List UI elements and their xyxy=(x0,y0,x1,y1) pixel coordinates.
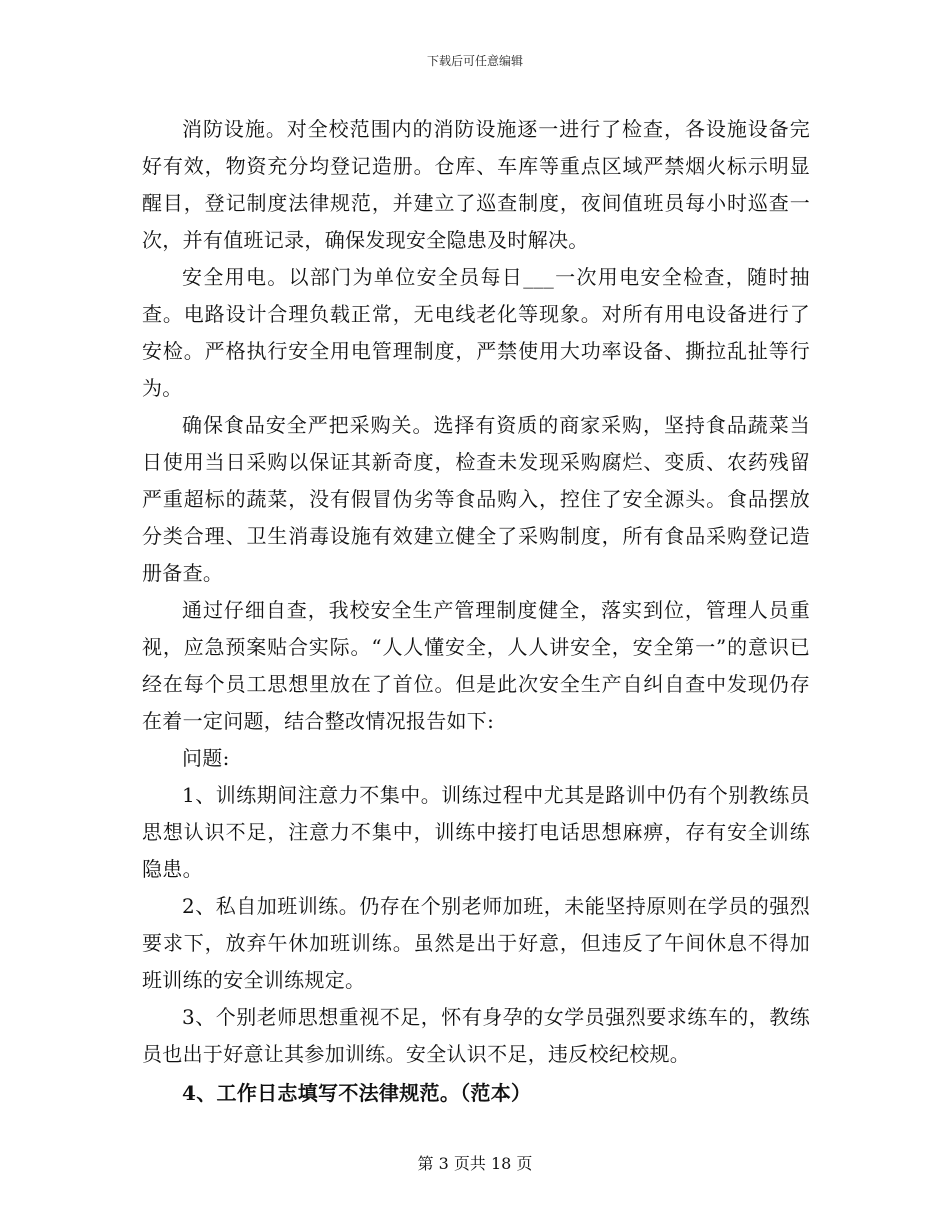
paragraph-food-safety: 确保食品安全严把采购关。选择有资质的商家采购，坚持食品蔬菜当日使用当日采购以保证其新奇度，检查未发现采购腐烂、变质、农药残留严重超标的蔬菜，没有假冒伪劣等食品购入，控住了安全源头。食品摆放分类合理、卫生消毒设施有效建立健全了采购制度，所有食品采购登记造册备查。 xyxy=(142,413,810,585)
paragraph-problem-2: 2、私自加班训练。仍存在个别老师加班，未能坚持原则在学员的强烈要求下，放弃午休加班训练。虽然是出于好意，但违反了午间休息不得加班训练的安全训练规定。 xyxy=(142,894,810,992)
paragraph-problem-4: 4、工作日志填写不法律规范。（范本） xyxy=(182,1081,532,1105)
paragraph-fire-facilities: 消防设施。对全校范围内的消防设施逐一进行了检查，各设施设备完好有效，物资充分均登记造册。仓库、车库等重点区域严禁烟火标示明显醒目，登记制度法律规范，并建立了巡查制度，夜间值班员每小时巡查一次，并有值班记录，确保发现安全隐患及时解决。 xyxy=(142,117,810,252)
paragraph-self-inspection-summary: 通过仔细自查，我校安全生产管理制度健全，落实到位，管理人员重视，应急预案贴合实际。“人人懂安全，人人讲安全，安全第一”的意识已经在每个员工思想里放在了首位。但是此次安全生产自纠自查中发现仍存在着一定问题，结合整改情况报告如下: xyxy=(142,598,810,733)
page-header: 下载后可任意编辑 xyxy=(426,54,523,68)
document-body xyxy=(142,111,810,1112)
paragraph-problem-1: 1、训练期间注意力不集中。训练过程中尤其是路训中仍有个别教练员思想认识不足，注意力不集中，训练中接打电话思想麻痹，存有安全训练隐患。 xyxy=(142,783,810,881)
paragraph-electrical-safety: 安全用电。以部门为单位安全员每日___一次用电安全检查，随时抽查。电路设计合理负载正常，无电线老化等现象。对所有用电设备进行了安检。严格执行安全用电管理制度，严禁使用大功率设备、撕拉乱扯等行为。 xyxy=(142,265,810,400)
paragraph-problem-3: 3、个别老师思想重视不足，怀有身孕的女学员强烈要求练车的，教练员也出于好意让其参加训练。安全认识不足，违反校纪校规。 xyxy=(142,1005,810,1066)
paragraph-problems-heading: 问题: xyxy=(182,746,230,770)
page-footer: 第 3 页共 18 页 xyxy=(417,1154,533,1173)
